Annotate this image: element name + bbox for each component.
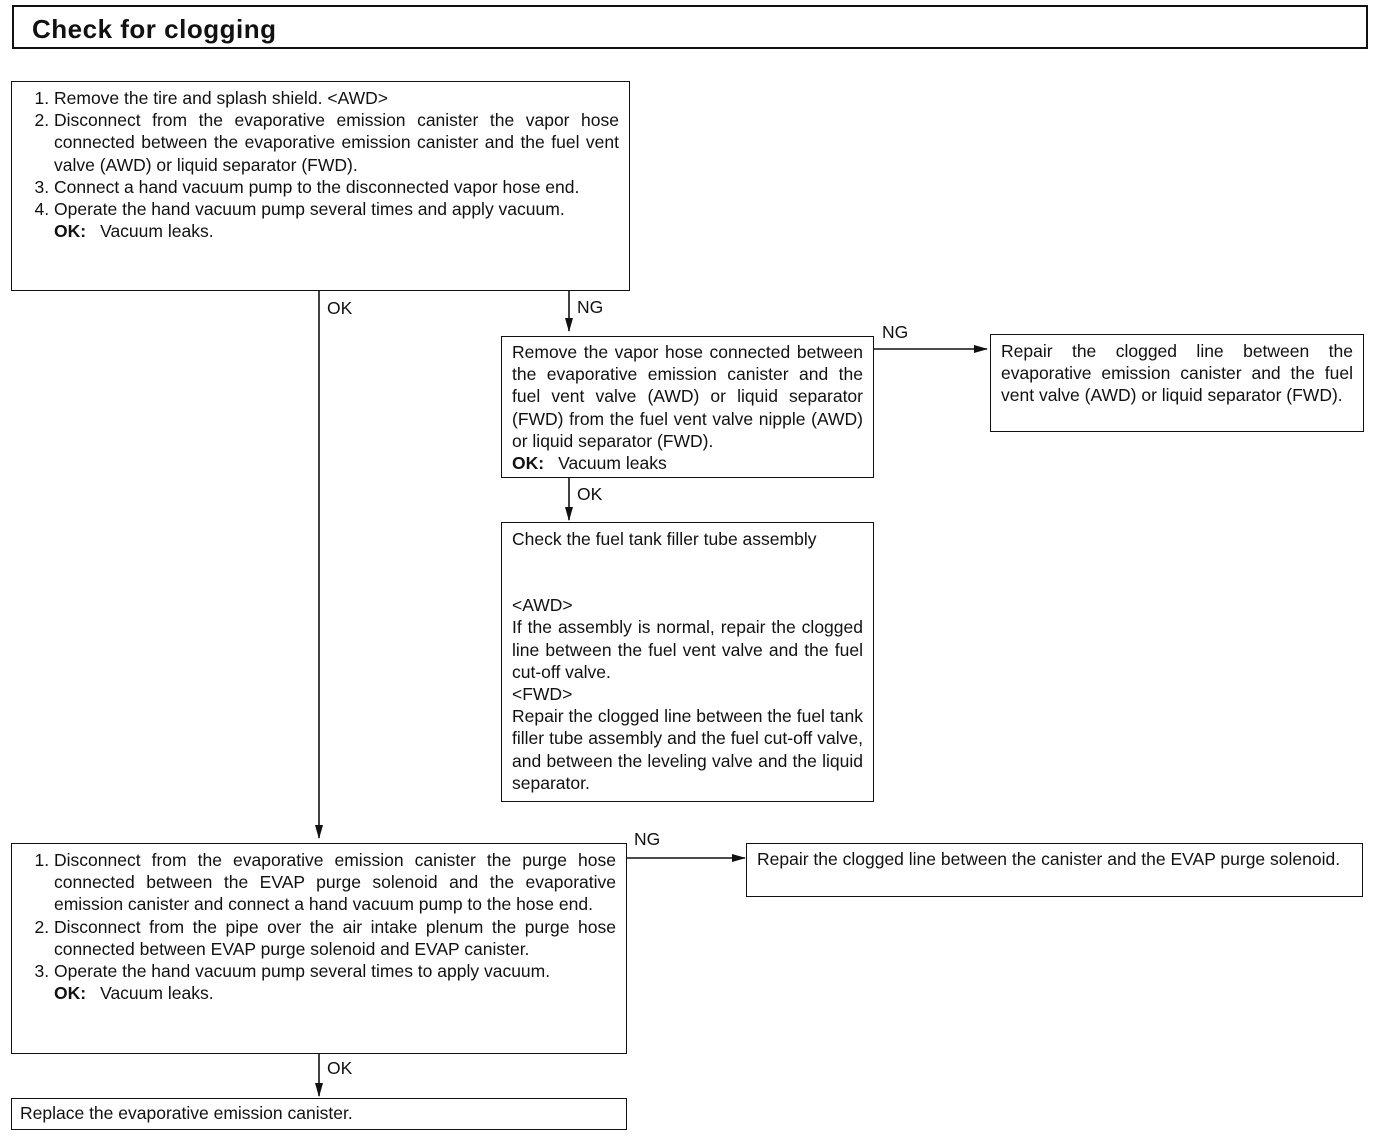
repair1-box [990, 334, 1364, 432]
label-ok-1: OK [327, 298, 353, 318]
replace-text: Replace the evaporative emission canister. [20, 1103, 353, 1123]
check-filler-heading: Check the fuel tank filler tube assembly [512, 529, 817, 549]
page-title: Check for clogging [32, 14, 277, 44]
label-ng-3: NG [634, 829, 661, 849]
step2-ok-line [512, 452, 863, 474]
check-filler-awd-text: If the assembly is normal, repair the clogged line between the fuel vent valve and the fuel cut-off valve. [512, 617, 863, 682]
repair2-box [746, 843, 1363, 897]
check-filler-box [501, 522, 874, 802]
repair2-text: Repair the clogged line between the canister and the EVAP purge solenoid. [757, 849, 1341, 869]
step3-item-1: 1. Disconnect from the evaporative emission canister the purge hose connected between the EVAP purge solenoid and the evaporative emission canister and connect a hand vacuum pump to the hose end. [54, 849, 616, 916]
check-filler-fwd-text: Repair the clogged line between the fuel tank filler tube assembly and the fuel cut-off valve, and between the leveling valve and the liquid separator. [512, 706, 863, 793]
step1-item-4: 4. Operate the hand vacuum pump several times and apply vacuum. [54, 198, 619, 220]
check-filler-awd-tag: <AWD> [512, 595, 573, 616]
step2-box [501, 336, 874, 478]
step3-item-2: 2. Disconnect from the pipe over the air intake plenum the purge hose connected between EVAP purge solenoid and EVAP canister. [54, 916, 616, 960]
label-ng-1: NG [577, 297, 604, 317]
label-ok-3: OK [327, 1058, 353, 1078]
step2-ok-label: OK: [512, 453, 545, 474]
step1-ok-line [12, 220, 619, 242]
replace-box [11, 1098, 627, 1130]
step1-ok-label: OK: [54, 221, 87, 242]
repair1-text: Repair the clogged line between the evaporative emission canister and the fuel vent valve (AWD) or liquid separator (FWD). [1001, 341, 1353, 406]
label-ng-2: NG [882, 322, 909, 342]
step1-box [11, 81, 630, 291]
step3-item-3: 3. Operate the hand vacuum pump several times to apply vacuum. [54, 960, 616, 982]
step3-ok-label: OK: [54, 983, 87, 1004]
step3-box [11, 843, 627, 1054]
step2-text: Remove the vapor hose connected between the evaporative emission canister and the fuel vent valve (AWD) or liquid separator (FWD) from the fuel vent valve nipple (AWD) or liquid separator (FWD). [512, 342, 863, 451]
label-ok-2: OK [577, 484, 603, 504]
step1-ok-text: Vacuum leaks. [100, 221, 214, 242]
step2-ok-text: Vacuum leaks [558, 453, 667, 474]
step3-ok-line [12, 982, 616, 1004]
check-filler-fwd-tag: <FWD> [512, 684, 573, 705]
step1-item-1: 1. Remove the tire and splash shield. <AWD> [54, 87, 619, 109]
step1-item-2: 2. Disconnect from the evaporative emission canister the vapor hose connected between the evaporative emission canister and the fuel vent valve (AWD) or liquid separator (FWD). [54, 109, 619, 176]
step3-ok-text: Vacuum leaks. [100, 983, 214, 1004]
step1-item-3: 3. Connect a hand vacuum pump to the disconnected vapor hose end. [54, 176, 619, 198]
